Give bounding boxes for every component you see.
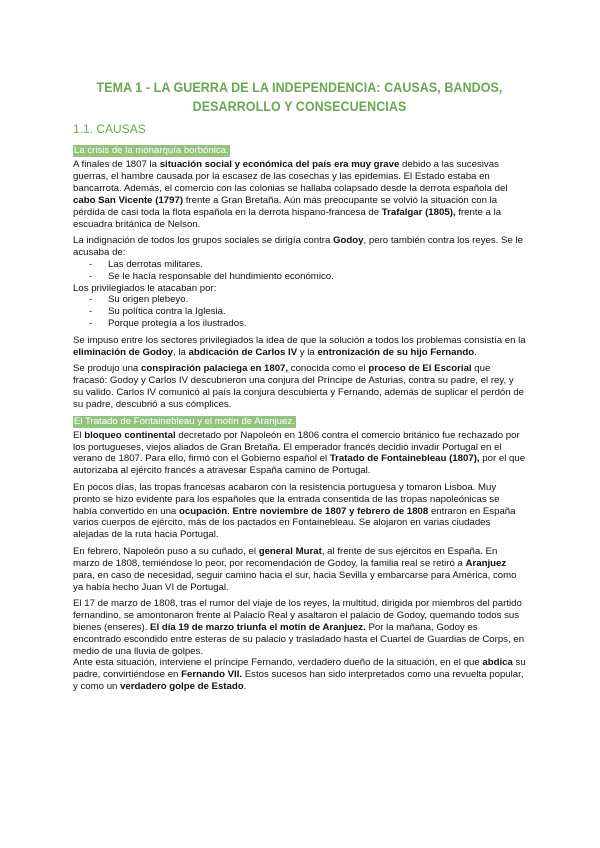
list-acusaciones	[73, 259, 526, 283]
paragraph-fernando: Ante esta situación, interviene el príncipe Fernando, verdadero dueño de la situación, en el que abdica su padre, convirtiéndose en Fernando VII. Estos sucesos han sido interpretados como una revuelta popular, y como un verdadero golpe de Estado.	[73, 657, 526, 693]
title-line-2: DESARROLLO Y CONSECUENCIAS	[192, 99, 407, 114]
paragraph-privilegiados: Los privilegiados le atacaban por:	[73, 282, 217, 294]
title-line-1: TEMA 1 - LA GUERRA DE LA INDEPENDENCIA: CAUSAS, BANDOS,	[96, 80, 503, 95]
list-item: - Su política contra la Iglesia.	[89, 306, 526, 318]
list-item: - Las derrotas militares.	[89, 259, 526, 271]
subheading-crisis-monarquia: La crisis de la monarquía borbónica.	[74, 145, 229, 156]
paragraph-situacion: A finales de 1807 la situación social y económica del país era muy grave debido a las sucesivas guerras, el hambre causada por la escasez de las cosechas y las epidemias. El Estado estaba en bancarrota. Además, el comercio con las colonias se hallaba colapsado desde la derrota española del cabo San Vicente (1797) frente a Gran Bretaña. Aún más preocupante se volvió la situación con la pérdida de casi toda la flota española en la derrota hispano-francesa de Trafalgar (1805), frente a la escuadra británica de Nelson.	[73, 159, 508, 230]
paragraph-solucion: Se impuso entre los sectores privilegiados la idea de que la solución a todos los problemas consistía en la eliminación de Godoy, la abdicación de Carlos IV y la entronización de su hijo Fernando.	[73, 334, 526, 358]
paragraph-murat: En febrero, Napoleón puso a su cuñado, el general Murat, al frente de sus ejércitos en España. En marzo de 1808, temiéndose lo peor, por recomendación de Godoy, la familia real se retiró a Aranjuez para, en caso de necesidad, seguir camino hacia el sur, hacia Sevilla y embarcarse para América, como ya había hecho Juan VI de Portugal.	[73, 545, 517, 593]
paragraph-ocupacion: En pocos días, las tropas francesas acabaron con la resistencia portuguesa y tomaron Lisboa. Muy pronto se hizo evidente para los españoles que la entrada consentida de las tropas napoleónicas se había convertido en una ocupación. Entre noviembre de 1807 y febrero de 1808 entraron en España varios cuerpos de ejército, más de los pactados en Fontainebleau. Se alojaron en varias ciudades alejadas de la ruta hacia Portugal.	[73, 481, 516, 541]
subheading-fontainebleau-aranjuez: El Tratado de Fontainebleau y el motín de Aranjuez.	[74, 415, 295, 427]
paragraph-bloqueo: El bloqueo continental decretado por Napoleón en 1806 contra el comercio británico fue rechazado por los portugueses, viejos aliados de Gran Bretaña. El emperador francés decidió invadir Portugal en el verano de 1807. Para ello, firmó con el Gobierno español el Tratado de Fontainebleau (1807), por el que autorizaba al ejército francés a atravesar España camino de Portugal.	[73, 429, 526, 477]
list-ataques	[73, 294, 526, 330]
paragraph-indignacion: La indignación de todos los grupos sociales se dirigía contra Godoy, pero también contra los reyes. Se le acusaba de:	[73, 234, 523, 258]
document-title	[89, 0, 510, 116]
paragraph-conspiracion: Se produjo una conspiración palaciega en 1807, conocida como el proceso de El Escorial que fracasó: Godoy y Carlos IV descubrieron una conjura del Príncipe de Asturias, contra su padre, el rey, y su valido. Carlos IV comunicó al país la conjura descubierta y Fernando, además de suplicar el perdón de su padre, descubrió a sus cómplices.	[73, 363, 525, 410]
list-item: - Se le hacía responsable del hundimiento económico.	[89, 271, 526, 283]
paragraph-motin: El 17 de marzo de 1808, tras el rumor del viaje de los reyes, la multitud, dirigida por miembros del partido fernandino, se amontonaron frente al Palacio Real y asaltaron el palacio de Godoy, quemando todos sus bienes (enseres). El día 19 de marzo triunfa el motín de Aranjuez. Por la mañana, Godoy es encontrado escondido entre esteras de su palacio y trasladado hasta el Cuartel de Guardias de Corps, en medio de una lluvia de golpes.	[73, 597, 525, 657]
list-item: - Su origen plebeyo.	[89, 294, 526, 306]
list-item: - Porque protegía a los ilustrados.	[89, 318, 526, 330]
section-heading-causas: 1.1. CAUSAS	[73, 122, 146, 136]
